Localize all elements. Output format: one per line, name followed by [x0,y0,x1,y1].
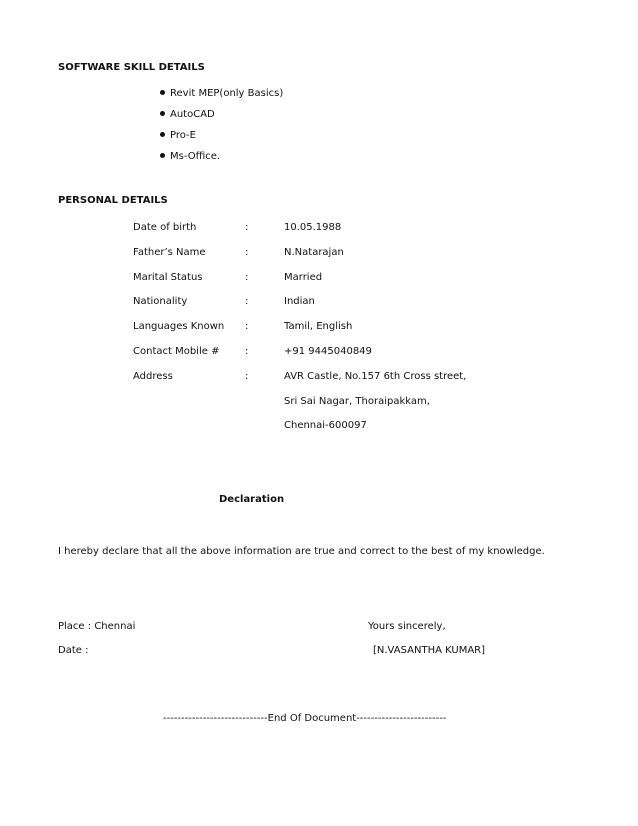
declaration-text: I hereby declare that all the above information are true and correct to the best of my knowledge. [58,546,545,557]
detail-separator: : [245,346,249,357]
detail-label: Address [133,371,173,382]
address-line: Chennai-600097 [284,420,367,431]
detail-separator: : [245,222,249,233]
skill-item: AutoCAD [160,109,215,120]
detail-separator: : [245,247,249,258]
detail-label: Languages Known [133,321,225,332]
detail-label: Contact Mobile # [133,346,220,357]
detail-value: Indian [284,296,315,307]
date-line: Date : [58,645,89,656]
skill-item: Pro-E [160,130,196,141]
detail-separator: : [245,296,249,307]
bullet-icon [160,90,165,95]
detail-value: N.Natarajan [284,247,344,258]
detail-separator: : [245,272,249,283]
closing-line: Yours sincerely, [368,621,446,632]
detail-label: Date of birth [133,222,197,233]
personal-details-heading: PERSONAL DETAILS [58,195,168,206]
detail-label: Father’s Name [133,247,206,258]
signatory-name: [N.VASANTHA KUMAR] [373,645,486,656]
detail-separator: : [245,321,249,332]
detail-label: Nationality [133,296,188,307]
detail-value: Tamil, English [284,321,353,332]
bullet-icon [160,153,165,158]
end-of-document: -----------------------------End Of Document------------------------- [163,713,447,724]
detail-separator: : [245,371,249,382]
address-line: Sri Sai Nagar, Thoraipakkam, [284,396,430,407]
bullet-icon [160,132,165,137]
detail-value: +91 9445040849 [284,346,372,357]
bullet-icon [160,111,165,116]
declaration-heading: Declaration [219,494,285,505]
detail-label: Marital Status [133,272,203,283]
skill-item: Ms-Office. [160,151,220,162]
place-line: Place : Chennai [58,621,136,632]
skill-item: Revit MEP(only Basics) [160,88,283,99]
software-skill-heading: SOFTWARE SKILL DETAILS [58,62,205,73]
detail-value: AVR Castle, No.157 6th Cross street, [284,371,467,382]
detail-value: 10.05.1988 [284,222,342,233]
detail-value: Married [284,272,323,283]
